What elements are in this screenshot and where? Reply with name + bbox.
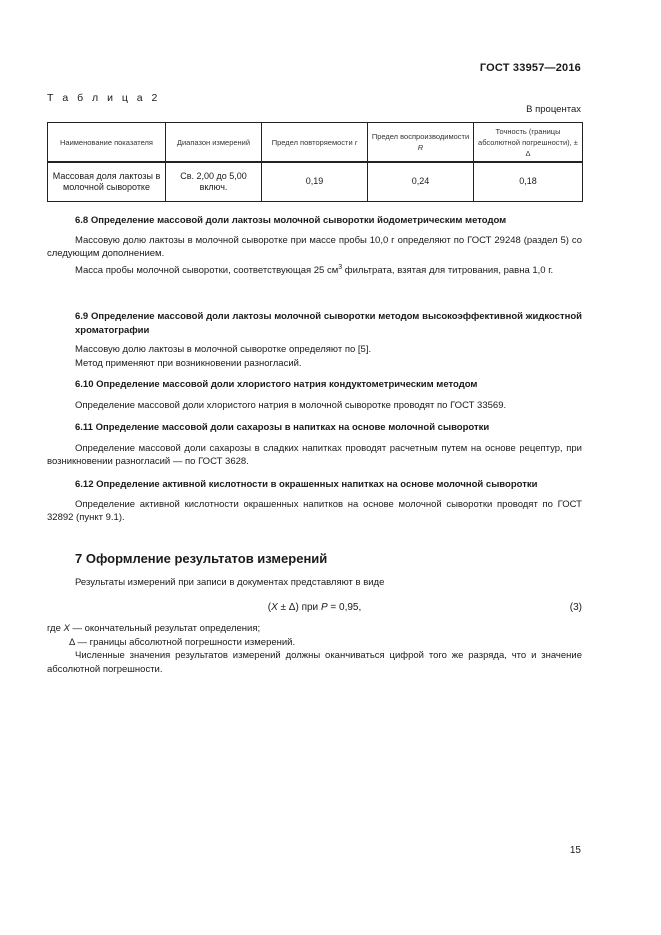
table-header-row [48, 123, 583, 163]
column-header: Точность (границы абсолютной погрешности), ± Δ [474, 123, 583, 163]
paragraph: Определение массовой доли хлористого натрия в молочной сыворотке проводят по ГОСТ 33569. [75, 399, 507, 411]
table-unit: В процентах [526, 104, 581, 115]
document-code: ГОСТ 33957—2016 [479, 62, 581, 74]
page-number: 15 [569, 845, 581, 856]
table-label: Т а б л и ц а 2 [47, 92, 161, 104]
formula-expression: (X ± Δ) при P = 0,95, [267, 602, 362, 613]
table-cell: 0,18 [474, 162, 583, 202]
paragraph: Результаты измерений при записи в документах представляют в виде [75, 576, 385, 588]
paragraph: Массовую долю лактозы в молочной сыворотке при массе пробы 10,0 г определяют по ГОСТ 29248 (раздел 5) со следующим дополнением. [47, 234, 582, 259]
section-heading: 6.8 Определение массовой доли лактозы молочной сыворотки йодометрическим методом [75, 215, 507, 226]
table-cell: 0,24 [368, 162, 474, 202]
section-heading: 6.12 Определение активной кислотности в окрашенных напитках на основе молочной сыворотки [75, 479, 538, 490]
column-header: Предел воспроизводимости R [368, 123, 474, 163]
section-6-11 [47, 421, 582, 469]
section-6-10 [47, 378, 582, 412]
paragraph: Определение активной кислотности окрашенных напитков на основе молочной сыворотки проводят по ГОСТ 32892 (пункт 9.1). [47, 498, 582, 523]
section-6-8 [47, 214, 582, 277]
column-header: Наименование показателя [48, 123, 166, 163]
section-6-9 [47, 310, 582, 370]
data-table [47, 122, 583, 202]
paragraph: Метод применяют при возникновении разногласий. [75, 357, 302, 369]
section-heading: 6.11 Определение массовой доли сахарозы в напитках на основе молочной сыворотки [75, 422, 490, 433]
paragraph: Масса пробы молочной сыворотки, соответствующая 25 $см^3$ фильтрата, взятая для титрования, равна 1,0 г. [75, 263, 554, 276]
table-cell: 0,19 [262, 162, 368, 202]
paragraph: Численные значения результатов измерений должны оканчиваться цифрой того же разряда, что и значение абсолютной погрешности. [47, 650, 582, 675]
section-6-12 [47, 478, 582, 525]
formula-number: (3) [569, 602, 582, 613]
legend-x: где X — окончательный результат определения; [47, 623, 261, 634]
section-7 [47, 552, 582, 589]
legend-delta: Δ — границы абсолютной погрешности измерений. [69, 636, 296, 648]
table-cell: Массовая доля лактозы в молочной сыворотке [48, 162, 166, 202]
formula-legend [47, 622, 582, 676]
column-header: Диапазон измерений [166, 123, 262, 163]
section-heading: 7 Оформление результатов измерений [75, 551, 328, 566]
table-row [48, 162, 583, 202]
section-heading: 6.9 Определение массовой доли лактозы молочной сыворотки методом высокоэффективной жидкостной хроматографии [75, 311, 582, 336]
paragraph: Массовую долю лактозы в молочной сыворотке определяют по [5]. [75, 344, 372, 355]
section-heading: 6.10 Определение массовой доли хлористого натрия кондуктометрическим методом [75, 379, 478, 390]
table-cell: Св. 2,00 до 5,00 включ. [166, 162, 262, 202]
column-header: Предел повторяемости r [262, 123, 368, 163]
paragraph: Определение массовой доли сахарозы в сладких напитках проводят расчетным путем на основе рецептур, при возникновении разногласий — по ГОСТ 3628. [47, 442, 582, 467]
